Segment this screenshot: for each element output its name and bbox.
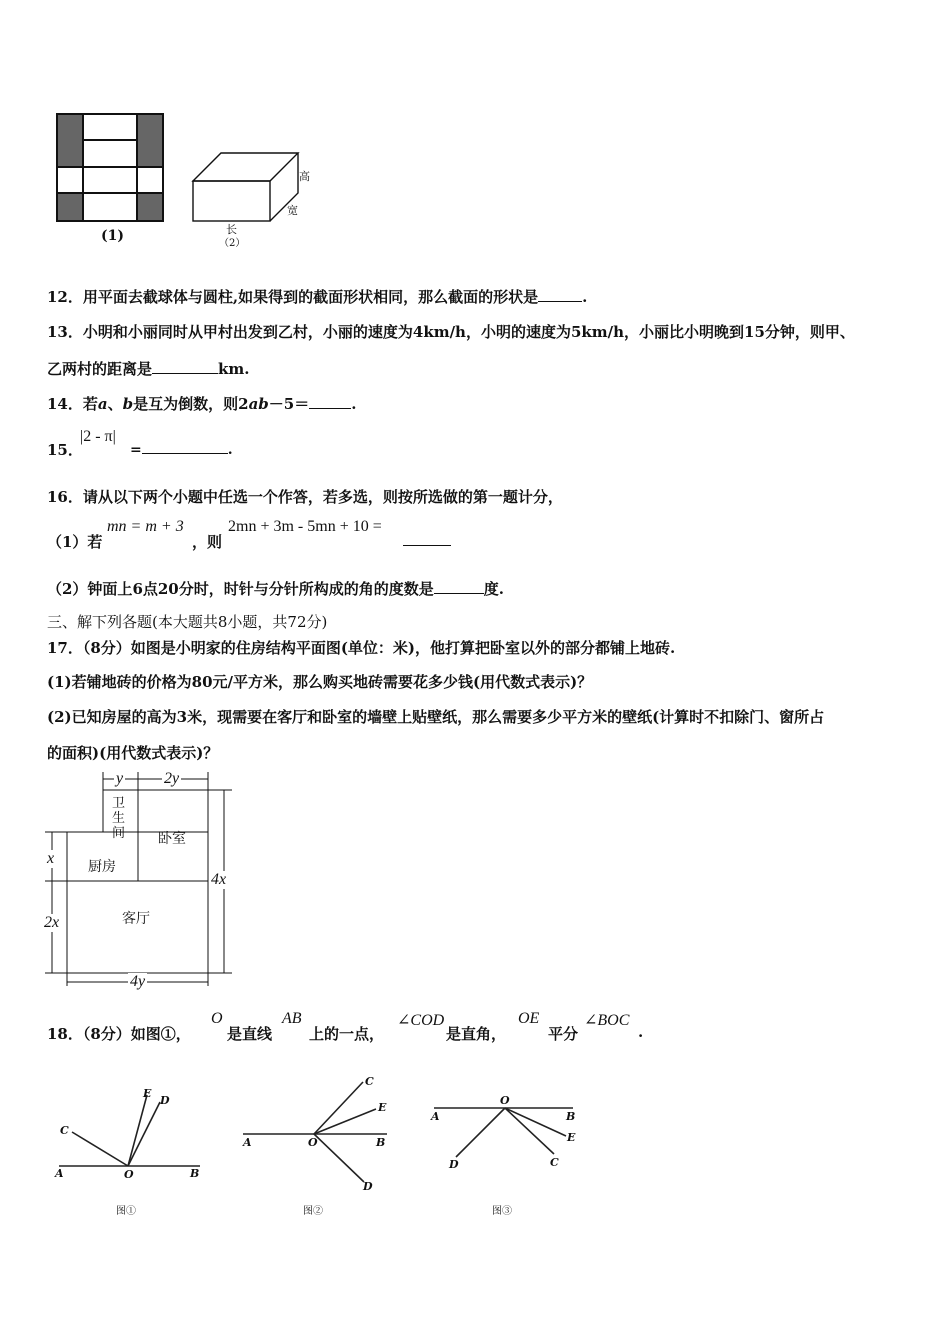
dim-4y: 4y — [130, 973, 146, 990]
question-16-part1-label: （1）若 — [47, 533, 103, 551]
question-18-t1: 是直线 — [227, 1025, 273, 1043]
question-16-intro: 16．请从以下两个小题中任选一个作答，若多选，则按所选做的第一题计分， — [47, 488, 563, 506]
question-18-t2: 上的一点， — [309, 1025, 385, 1043]
fig2-label-O: O — [308, 1136, 318, 1149]
dim-4x: 4x — [211, 871, 227, 888]
abs-expression: |2 - π| — [80, 428, 116, 445]
dim-y: y — [116, 770, 124, 787]
answer-blank[interactable] — [309, 394, 351, 409]
fig2-label-B: B — [376, 1136, 386, 1149]
section-3-heading: 三、解下列各题(本大题共8小题，共72分) — [47, 613, 328, 631]
living-room-label: 客厅 — [122, 911, 150, 927]
angle-COD: ∠COD — [397, 1012, 445, 1029]
question-16-part2: （2）钟面上6点20分时，时针与分针所构成的角的度数是 度. — [47, 580, 504, 598]
question-16-then: ，则 — [192, 533, 223, 551]
bathroom-label-1: 卫 — [112, 796, 126, 811]
fig1-label-A: A — [55, 1167, 64, 1180]
fig3-label-A: A — [431, 1110, 440, 1123]
fig1-label-C: C — [60, 1124, 69, 1137]
fig3-label-C: C — [550, 1156, 559, 1169]
question-15-answer: = . — [130, 439, 233, 458]
bathroom-label-3: 间 — [112, 826, 126, 841]
question-13-line1: 13．小明和小丽同时从甲村出发到乙村，小丽的速度为4km/h，小明的速度为5km/h，小丽比小明晚到15分钟，则甲、 — [47, 323, 855, 341]
angle-figure-1 — [50, 1082, 210, 1182]
fig3-label-B: B — [566, 1110, 576, 1123]
kitchen-label: 厨房 — [88, 859, 116, 875]
fig1-label-B: B — [190, 1167, 200, 1180]
fig1-label-O: O — [124, 1168, 134, 1181]
point-O: O — [211, 1010, 223, 1027]
box-label-height: 高 — [299, 170, 310, 183]
box-label-width: 宽 — [287, 204, 298, 217]
bathroom-label-2: 生 — [112, 811, 126, 826]
line-AB: AB — [282, 1010, 302, 1027]
net-figure — [50, 108, 170, 248]
question-15-number: 15． — [47, 441, 83, 459]
fig3-label-O: O — [500, 1094, 510, 1107]
fig1-caption: (1) — [101, 228, 124, 244]
fig2-label-D: D — [363, 1180, 373, 1193]
dim-2x: 2x — [44, 914, 60, 931]
question-17-line1: 17．（8分）如图是小明家的住房结构平面图(单位：米)，他打算把卧室以外的部分都铺上地砖. — [47, 639, 676, 657]
condition-expression: mn = m + 3 — [107, 518, 184, 535]
box-label-length: 长 — [226, 223, 237, 236]
question-18-t4: 平分 — [548, 1025, 579, 1043]
question-17-line3: (2)已知房屋的高为3米，现需要在客厅和卧室的墙壁上贴壁纸，那么需要多少平方米的壁纸(计算时不扣除门、窗所占 — [47, 708, 825, 726]
question-14: 14．若a、b是互为倒数，则2ab－5＝ . — [47, 395, 357, 413]
fig2-caption: （2） — [219, 238, 246, 249]
question-13-line2: 乙两村的距离是 km. — [47, 360, 250, 378]
fig1-caption: 图① — [116, 1206, 136, 1217]
dim-x: x — [47, 850, 55, 867]
dim-2y: 2y — [164, 770, 180, 787]
answer-blank[interactable] — [142, 439, 228, 454]
bedroom-label: 卧室 — [158, 831, 186, 847]
box-figure — [185, 145, 325, 225]
answer-blank[interactable] — [403, 531, 451, 546]
fig1-label-D: D — [160, 1094, 170, 1107]
fig3-caption: 图③ — [492, 1206, 512, 1217]
question-17-line4: 的面积)(用代数式表示)？ — [47, 744, 219, 762]
answer-blank[interactable] — [152, 359, 218, 374]
question-18-end: . — [638, 1023, 644, 1041]
fig3-label-D: D — [449, 1158, 459, 1171]
angle-BOC: ∠BOC — [584, 1012, 630, 1029]
fig2-label-A: A — [243, 1136, 252, 1149]
fig2-caption: 图② — [303, 1206, 323, 1217]
answer-blank[interactable] — [538, 287, 582, 302]
fig2-label-C: C — [365, 1075, 374, 1088]
fig2-label-E: E — [378, 1101, 387, 1114]
question-12: 12．用平面去截球体与圆柱,如果得到的截面形状相同，那么截面的形状是 . — [47, 288, 588, 306]
fig3-label-E: E — [567, 1131, 576, 1144]
question-17-line2: (1)若铺地砖的价格为80元/平方米，那么购买地砖需要花多少钱(用代数式表示)？ — [47, 673, 593, 691]
fig1-label-E: E — [143, 1087, 152, 1100]
ray-OE: OE — [518, 1010, 540, 1027]
question-18-t3: 是直角， — [446, 1025, 507, 1043]
target-expression: 2mn + 3m - 5mn + 10 = — [228, 518, 382, 535]
question-18-prefix: 18．（8分）如图①， — [47, 1025, 191, 1043]
angle-figure-2 — [240, 1070, 400, 1200]
answer-blank[interactable] — [434, 579, 484, 594]
